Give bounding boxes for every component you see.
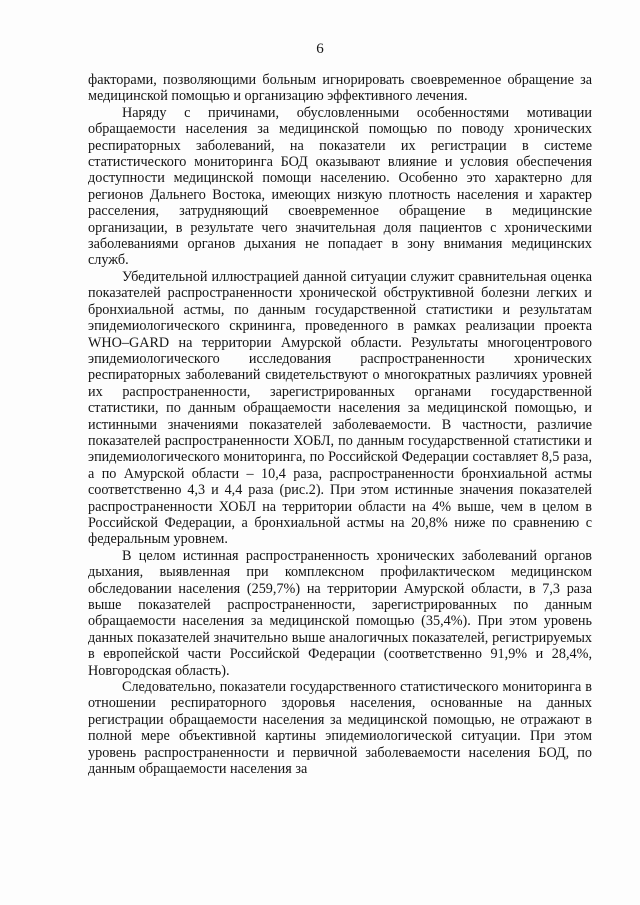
paragraph: факторами, позволяющими больным игнорировать своевременное обращение за медицинской помощью и организацию эффективного лечения. xyxy=(88,72,592,105)
body-text xyxy=(88,72,592,777)
paragraph: Следовательно, показатели государственного статистического мониторинга в отношении респираторного здоровья населения, основанные на данных регистрации обращаемости населения за медицинской помощью, не отражают в полной мере объективной картины эпидемиологической ситуации. При этом уровень распространенности и первичной заболеваемости населения БОД, по данным обращаемости населения за xyxy=(88,679,592,778)
paragraph: Наряду с причинами, обусловленными особенностями мотивации обращаемости населения за медицинской помощью по поводу хронических респираторных заболеваний, на показатели их регистрации в системе статистического мониторинга БОД оказывают влияние и условия обеспечения доступности медицинской помощи населению. Особенно это характерно для регионов Дальнего Востока, имеющих низкую плотность населения и характер расселения, затрудняющий своевременное обращение в медицинские организации, в результате чего значительная доля пациентов с хроническими заболеваниями органов дыхания не попадает в зону внимания медицинских служб. xyxy=(88,104,592,269)
paragraph: Убедительной иллюстрацией данной ситуации служит сравнительная оценка показателей распространенности хронической обструктивной болезни легких и бронхиальной астмы, по данным государственной статистики и результатам эпидемиологического скрининга, проведенного в рамках реализации проекта WHO–GARD на территории Амурской области. Результаты многоцентрового эпидемиологического исследования распространенности хронических респираторных заболеваний свидетельствуют о многократных различиях уровней их распространенности, зарегистрированных органами государственной статистики, по данным обращаемости населения за медицинской помощью, и истинными значениями показателей заболеваемости. В частности, различие показателей распространенности ХОБЛ, по данным государственной статистики и эпидемиологического мониторинга, по Российской Федерации составляет 8,5 раза, а по Амурской области – 10,4 раза, распространенности бронхиальной астмы соответственно 4,3 и 4,4 раза (рис.2). При этом истинные значения показателей распространенности ХОБЛ на территории области на 4% выше, чем в целом в Российской Федерации, а бронхиальной астмы на 20,8% ниже по сравнению с федеральным уровнем. xyxy=(88,268,592,548)
page-number: 6 xyxy=(316,41,324,57)
paragraph: В целом истинная распространенность хронических заболеваний органов дыхания, выявленная при комплексном профилактическом медицинском обследовании населения (259,7%) на территории Амурской области, в 7,3 раза выше показателей распространенности, зарегистрированных по данным обращаемости населения за медицинской помощью (35,4%). При этом уровень данных показателей значительно выше аналогичных показателей, регистрируемых в европейской части Российской Федерации (соответственно 91,9% и 28,4%, Новгородская область). xyxy=(88,547,592,679)
